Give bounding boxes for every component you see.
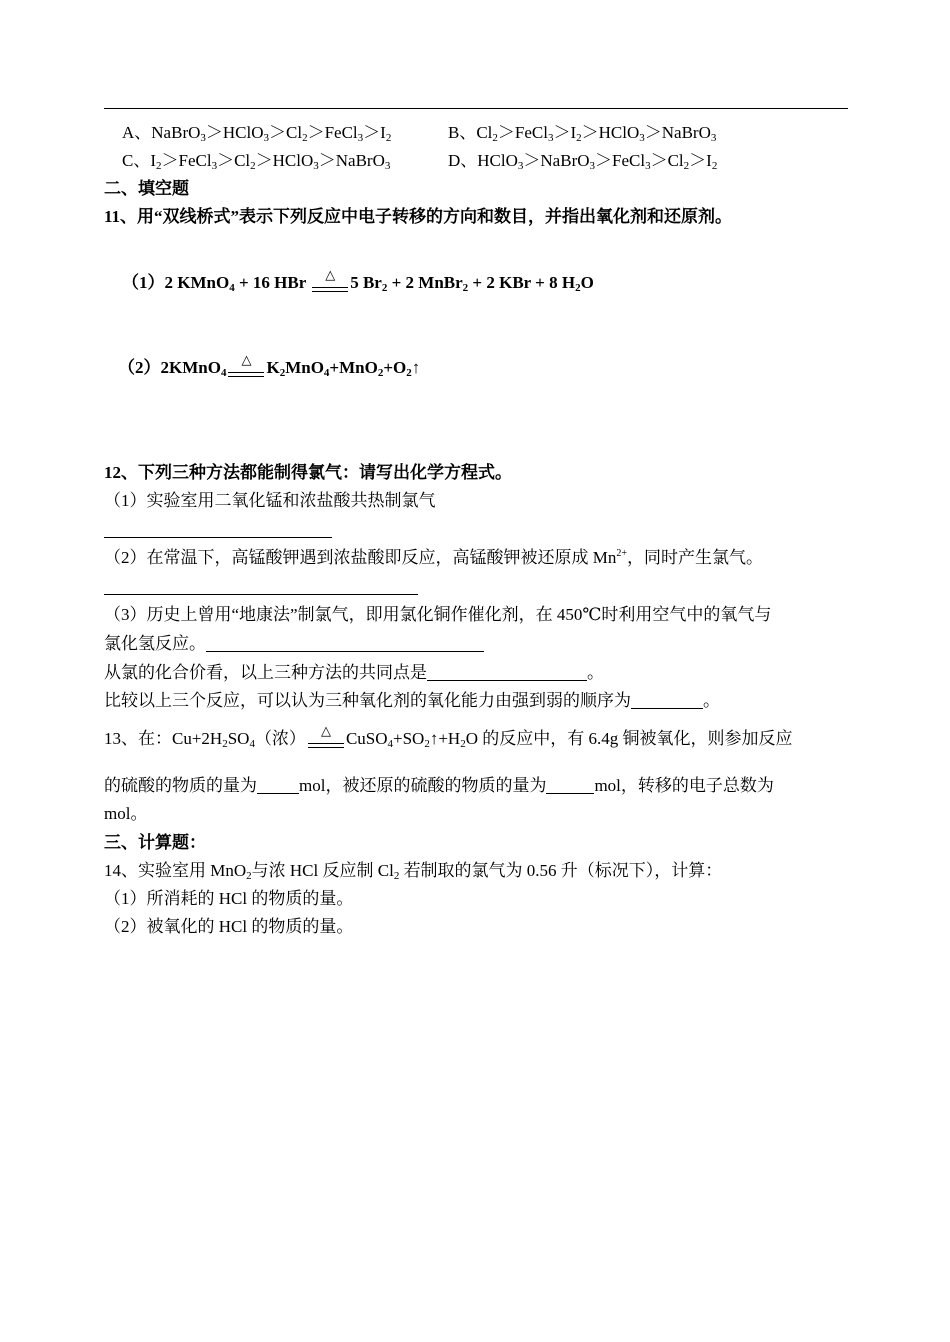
section-heading: 三、计算题： xyxy=(104,833,206,852)
question-12-order: 比较以上三个反应，可以认为三种氧化剂的氧化能力由强到弱的顺序为 。 xyxy=(104,691,720,710)
option-label: D、 xyxy=(448,151,478,170)
answer-blank-13-1[interactable] xyxy=(257,777,299,794)
header-rule xyxy=(104,108,848,109)
heat-equals-sign: △ xyxy=(310,272,350,294)
question-12-title: 12、下列三种方法都能制得氯气：请写出化学方程式。 xyxy=(104,463,512,482)
question-12-part-1: （1）实验室用二氧化锰和浓盐酸共热制氯气 xyxy=(104,491,436,510)
question-13-line-3: mol。 xyxy=(104,804,148,823)
option-d: D、$HClO_3>NaBrO_3>FeCl_3>Cl_2>I_2$ xyxy=(448,151,718,172)
question-14-part-1: （1）所消耗的 HCl 的物质的量。 xyxy=(104,889,354,908)
heat-equals-sign: △ xyxy=(306,728,346,750)
heat-equals-sign: △ xyxy=(226,357,266,379)
equation-1: （1）2 KMnO$_4$ + 16 HBr △ 5 $Br_2 + 2$ MnBr$_2$ + 2 KBr + 8 $H_2O$ xyxy=(122,267,594,294)
answer-blank-13-2[interactable] xyxy=(546,777,594,794)
question-12-part-3: （3）历史上曾用“地康法”制氯气，即用氯化铜作催化剂，在 450℃时利用空气中的氧气与 xyxy=(104,605,772,624)
answer-blank-common[interactable] xyxy=(427,664,587,681)
question-12-common-point: 从氯的化合价看，以上三种方法的共同点是 。 xyxy=(104,663,604,682)
option-a: A、$NaBrO_3>HClO_3>Cl_2>FeCl_3>I_2$ xyxy=(122,123,392,144)
question-13-line-1: 13、在：$Cu+2H_2SO_4$（浓） △ $CuSO_4+SO_2↑+H_2O$ 的反应中，有 6.4g 铜被氧化，则参加反应 xyxy=(104,723,793,750)
equation-2: （2）2KMnO$_4$ △ $K_2MnO_4+MnO_2+O_2↑$ xyxy=(118,352,421,379)
option-label: B、 xyxy=(448,123,477,142)
question-12-part-2: （2）在常温下，高锰酸钾遇到浓盐酸即反应，高锰酸钾被还原成 $Mn^{2+}$，同时产生氯气。 xyxy=(104,548,764,567)
option-c: C、$I_2>FeCl_3>Cl_2>HClO_3>NaBrO_3$ xyxy=(122,151,391,172)
question-12-part-3-cont: 氯化氢反应。 xyxy=(104,633,484,655)
answer-blank-12-2[interactable] xyxy=(104,594,418,595)
option-label: A、 xyxy=(122,123,152,142)
option-label: C、 xyxy=(122,151,151,170)
question-11-title: 11、用“双线桥式”表示下列反应中电子转移的方向和数目，并指出氧化剂和还原剂。 xyxy=(104,207,733,226)
answer-blank-order[interactable] xyxy=(631,692,703,709)
section-heading: 二、填空题 xyxy=(104,179,189,198)
answer-blank-12-1[interactable] xyxy=(104,537,332,538)
answer-blank-12-3[interactable] xyxy=(206,635,484,652)
question-14-title: 14、实验室用 MnO$_2$与浓 HCl 反应制 $Cl_2$ 若制取的氯气为 0.56 升（标况下），计算： xyxy=(104,861,723,882)
question-14-part-2: （2）被氧化的 HCl 的物质的量。 xyxy=(104,917,354,936)
option-b: B、$Cl_2>FeCl_3>I_2>HClO_3>NaBrO_3$ xyxy=(448,123,717,144)
question-13-line-2: 的硫酸的物质的量为 mol，被还原的硫酸的物质的量为 mol，转移的电子总数为 xyxy=(104,776,774,795)
